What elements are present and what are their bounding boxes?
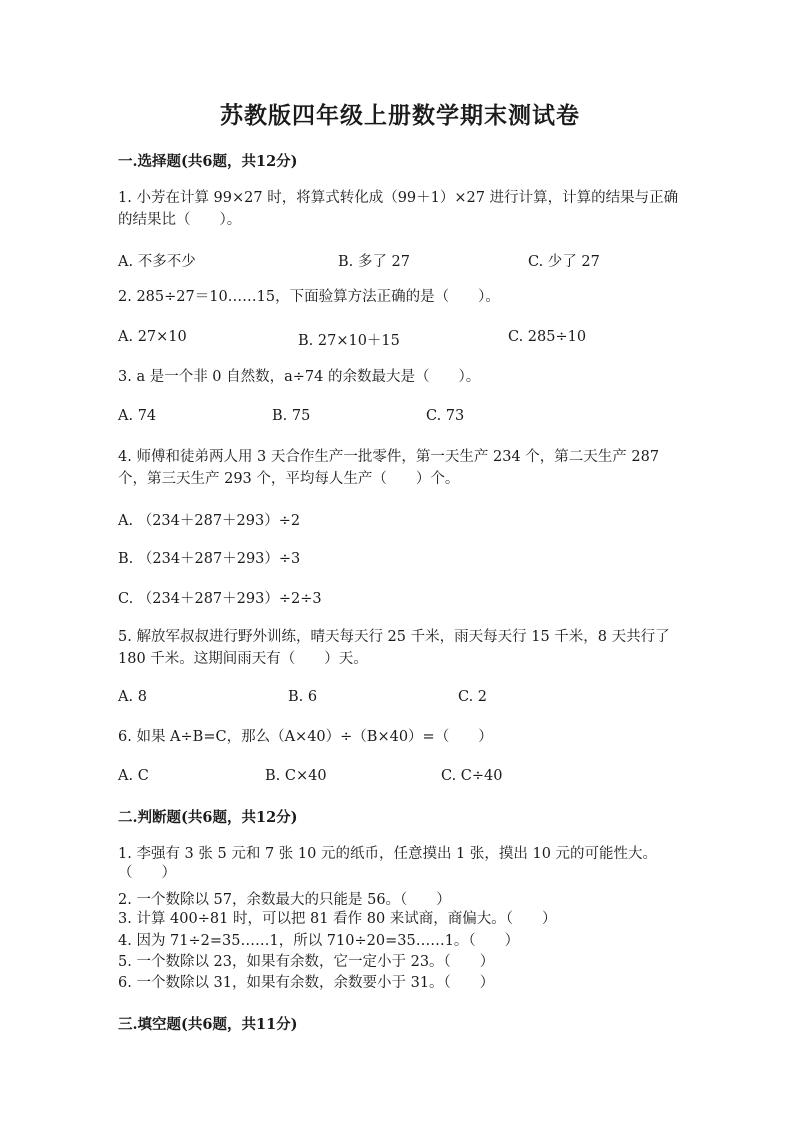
question-1-option-a: A. 不多不少 [118,254,196,270]
section-heading-judge: 二.判断题(共6题，共12分) [118,809,298,826]
question-4-option-b: B. （234＋287＋293）÷3 [118,551,301,567]
question-4-option-c: C. （234＋287＋293）÷2÷3 [118,591,322,607]
question-2-stem: 2. 285÷27＝10……15，下面验算方法正确的是（ ）。 [118,289,500,305]
question-4-stem: 4. 师傅和徒弟两人用 3 天合作生产一批零件，第一天生产 234 个，第二天生产 287 个，第三天生产 293 个，平均每人生产（ ）个。 [118,449,660,487]
question-5-stem: 5. 解放军叔叔进行野外训练，晴天每天行 25 千米，雨天每天行 15 千米，8 天共行了 180 千米。这期间雨天有（ ）天。 [118,629,670,667]
question-4-option-a: A. （234＋287＋293）÷2 [118,513,301,529]
question-6-stem: 6. 如果 A÷B=C，那么（A×40）÷（B×40）=（ ） [118,729,493,745]
question-1-option-c: C. 少了 27 [528,254,600,270]
judge-item-1: 1. 李强有 3 张 5 元和 7 张 10 元的纸币，任意摸出 1 张，摸出 10 元的可能性大。 （ ） [118,846,679,881]
section-heading-choice: 一.选择题(共6题，共12分) [118,153,298,170]
question-1-stem: 1. 小芳在计算 99×27 时，将算式转化成（99＋1）×27 进行计算，计算的结果与正确的结果比（ ）。 [118,190,679,228]
question-2-option-b: B. 27×10＋15 [298,333,400,349]
question-3-stem: 3. a 是一个非 0 自然数，a÷74 的余数最大是（ ）。 [118,369,481,385]
question-5-option-c: C. 2 [458,689,488,705]
question-5-option-a: A. 8 [118,689,147,705]
judge-item-4: 4. 因为 71÷2=35……1，所以 710÷20=35……1。（ ） [118,933,520,949]
question-6-option-a: A. C [118,768,149,784]
question-3-option-b: B. 75 [272,408,311,424]
question-2-option-c: C. 285÷10 [508,329,587,345]
question-2-option-a: A. 27×10 [118,329,187,345]
judge-item-5: 5. 一个数除以 23，如果有余数，它一定小于 23。（ ） [118,954,495,970]
question-6-option-b: B. C×40 [265,768,327,784]
judge-item-3: 3. 计算 400÷81 时，可以把 81 看作 80 来试商，商偏大。（ ） [118,911,557,927]
question-3-option-a: A. 74 [118,408,157,424]
question-3-option-c: C. 73 [426,408,465,424]
judge-item-2: 2. 一个数除以 57，余数最大的只能是 56。（ ） [118,892,451,908]
judge-item-6: 6. 一个数除以 31，如果有余数，余数要小于 31。（ ） [118,975,495,991]
exam-title: 苏教版四年级上册数学期末测试卷 [220,102,580,129]
section-heading-fill: 三.填空题(共6题，共11分) [118,1016,298,1033]
question-1-option-b: B. 多了 27 [338,254,410,270]
question-6-option-c: C. C÷40 [441,768,503,784]
question-5-option-b: B. 6 [288,689,318,705]
